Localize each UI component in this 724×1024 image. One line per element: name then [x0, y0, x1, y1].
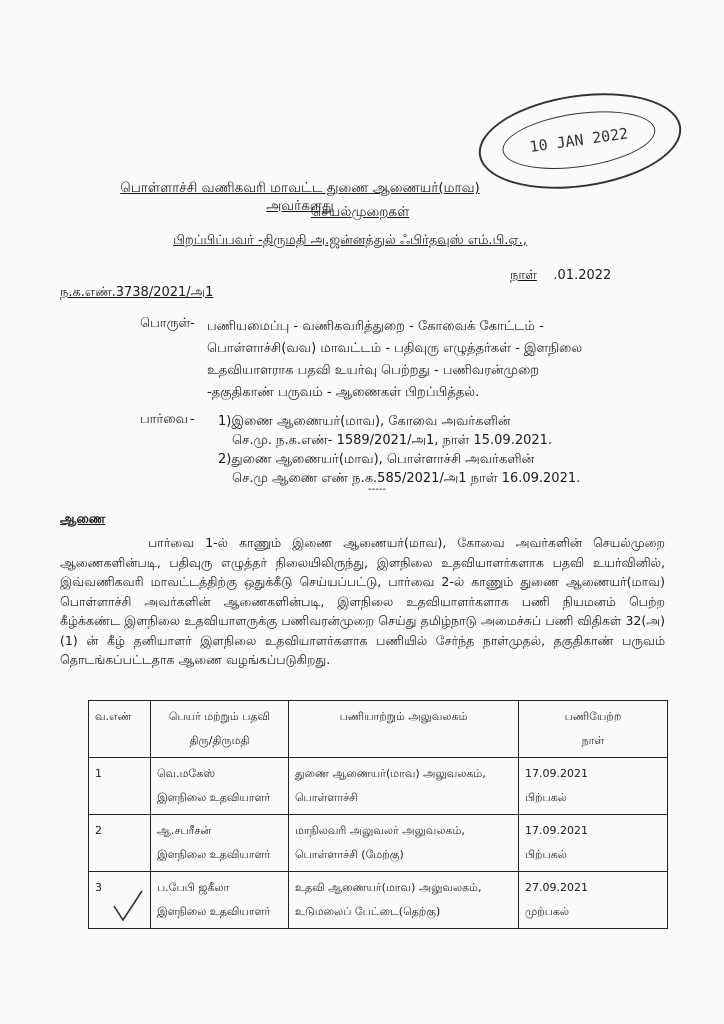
row-office: துணை ஆணையர்(மாவ) அலுவலகம்,	[295, 767, 486, 780]
row-sno: 3	[95, 881, 102, 894]
reference-item: செ.மு. ந.க.எண்- 1589/2021/அ1, நாள் 15.09.2021.	[232, 433, 553, 448]
subject-line: பணியமைப்பு - வணிகவரித்துறை - கோவைக் கோட்டம் -	[207, 319, 544, 334]
subject-line: -தகுதிகாண் பருவம் - ஆணைகள் பிறப்பித்தல்.	[207, 385, 480, 400]
row-date: 17.09.2021	[525, 767, 588, 780]
reference-item: செ.மு ஆணை எண் ந.க.585/2021/அ1 நாள் 16.09.2021.	[232, 471, 581, 486]
document-subtitle: செயல்முறைகள்	[310, 204, 410, 220]
reference-item: 1)இணை ஆணையர்(மாவ), கோவை அவர்களின்	[218, 414, 511, 429]
stamp-date: 10 JAN 2022	[499, 103, 659, 178]
row-office: மாநிலவரி அலுவலர் அலுவலகம்,	[295, 824, 465, 837]
row-office-place: பொள்ளாச்சி (மேற்கு)	[295, 848, 404, 861]
table-row	[89, 758, 668, 815]
header-name: பெயர் மற்றும் பதவி	[168, 710, 271, 723]
date-line	[510, 268, 611, 284]
subject-text	[207, 316, 582, 404]
row-name: வெ.மகேஸ்	[157, 767, 216, 780]
table-row	[89, 815, 668, 872]
staff-table	[88, 700, 668, 929]
reference-list	[218, 412, 580, 488]
header-office: பணியாற்றும் அலுவலகம்	[289, 701, 519, 758]
row-date: 17.09.2021	[525, 824, 588, 837]
row-post: இளநிலை உதவியாளர்	[157, 791, 271, 804]
row-session: பிற்பகல்	[525, 848, 567, 861]
row-date: 27.09.2021	[525, 881, 588, 894]
row-name: ப.பேபி ஜகீலா	[157, 881, 230, 894]
row-session: பிற்பகல்	[525, 791, 567, 804]
row-office-place: பொள்ளாச்சி	[295, 791, 358, 804]
reference-dash: -	[190, 412, 195, 427]
header-date-2: நாள்	[581, 734, 605, 747]
reference-number: ந.க.எண்.3738/2021/அ1	[60, 285, 214, 300]
subject-line: உதவியாளராக பதவி உயர்வு பெற்றது - பணிவரன்முறை	[207, 363, 540, 378]
header-date: பணியேற்ற	[564, 710, 622, 723]
row-office: உதவி ஆணையர்(மாவ) அலுவலகம்,	[295, 881, 482, 894]
table-row	[89, 872, 668, 929]
row-sno: 2	[89, 815, 151, 872]
subject-line: பொள்ளாச்சி(வவ) மாவட்டம் - பதிவுரு எழுத்தர்கள் - இளநிலை	[207, 341, 583, 356]
header-title: திரு/திருமதி	[189, 734, 250, 747]
subject-dash: -	[190, 316, 195, 331]
reference-label: பார்வை	[140, 412, 189, 427]
checkmark-icon	[111, 888, 145, 924]
issuer: பிறப்பிப்பவர் -திருமதி அ.ஜன்னத்துல் ஃபிர்தவுஸ் எம்.பி.ஏ.,	[173, 233, 527, 248]
order-paragraph: பார்வை 1-ல் காணும் இணை ஆணையர்(மாவ), கோவை அவர்களின் செயல்முறை ஆணைகளின்படி, பதிவுரு எழுத்தர் நிலையிலிருந்து, இளநிலை உதவியாளர்களாக பதவி உயர்வினில், இவ்வணிகவரி மாவட்டத்திற்கு ஒதுக்கீடு செய்யப்பட்டு, பார்வை 2-ல் காணும் துணை ஆணையர்(மாவ) பொள்ளாச்சி அவர்களின் ஆணைகளின்படி, இளநிலை உதவியாளர்களாக பணி நியமனம் பெற்ற கீழ்க்கண்ட இளநிலை உதவியாளருக்கு பணிவரன்முறை செய்து தமிழ்நாடு அமைச்சுப் பணி விதிகள் 32(அ)(1) ன் கீழ் தனியாளர் இளநிலை உதவியாளர்களாக பணியில் சேர்ந்த நாள்முதல், தகுதிகாண் பருவம் தொடங்கப்பட்டதாக ஆணை வழங்கப்படுகிறது.	[60, 535, 665, 667]
row-post: இளநிலை உதவியாளர்	[157, 905, 271, 918]
row-office-place: உடுமலைப் பேட்டை(தெற்கு)	[295, 905, 441, 918]
header-sno: வ.எண்	[89, 701, 151, 758]
separator: -----	[368, 484, 387, 495]
row-session: முற்பகல்	[525, 905, 570, 918]
row-post: இளநிலை உதவியாளர்	[157, 848, 271, 861]
order-heading: ஆணை	[60, 512, 106, 527]
row-name: ஆ.சபரீசன்	[157, 824, 212, 837]
document-title: பொள்ளாச்சி வணிகவரி மாவட்ட துணை ஆணையர்(மாவ) அவர்களது	[120, 180, 480, 214]
subject-label: பொருள்	[140, 316, 191, 331]
reference-item: 2)துணை ஆணையர்(மாவ), பொள்ளாச்சி அவர்களின்	[218, 452, 535, 467]
date-label: நாள்	[510, 268, 537, 283]
date-value: .01.2022	[553, 268, 612, 283]
row-sno: 1	[89, 758, 151, 815]
table-header-row	[89, 701, 668, 758]
